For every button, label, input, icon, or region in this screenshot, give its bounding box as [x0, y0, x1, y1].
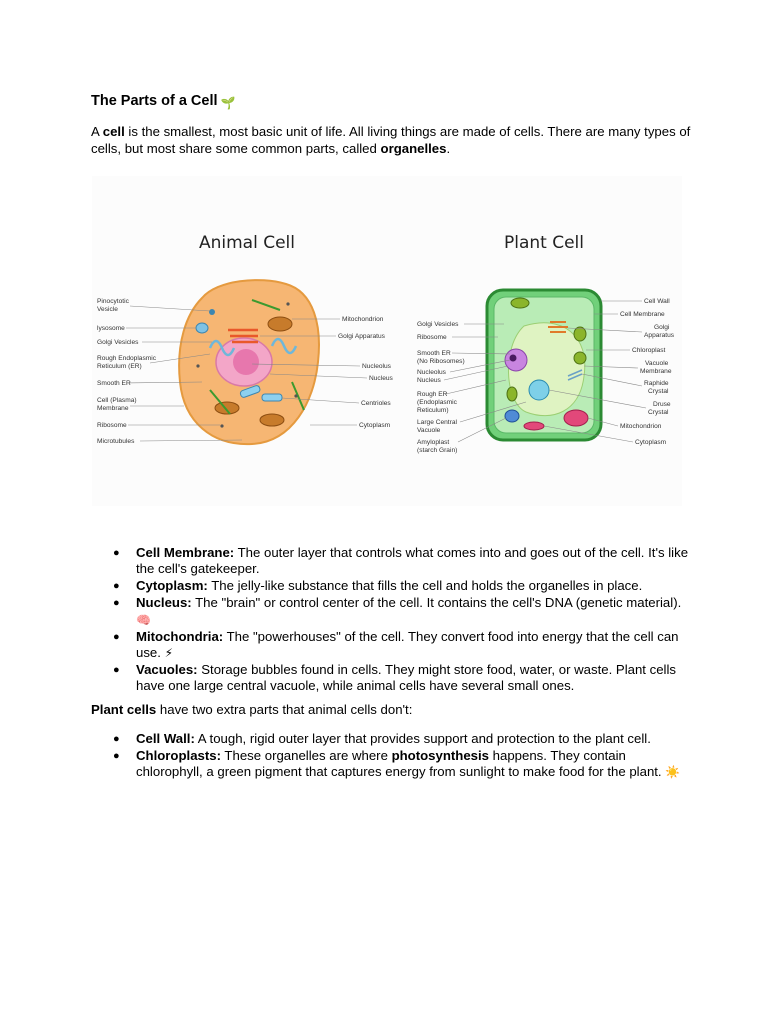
label-chloroplast: Chloroplast — [632, 347, 666, 354]
bullet-icon: ● — [113, 630, 120, 643]
label-rough-er-p: Rough ER — [417, 391, 448, 398]
label-ribosome: Ribosome — [97, 422, 127, 429]
term-cytoplasm: Cytoplasm: — [136, 578, 208, 594]
lightning-icon: ⚡ — [164, 645, 174, 660]
term-nucleus: Nucleus: — [136, 595, 192, 611]
list-item — [91, 545, 691, 578]
bullet-icon: ● — [113, 580, 120, 593]
desc-chloroplasts-2: happens. They contain chlorophyll, a green pigment that captures energy from sunlight to make food for the plant. — [136, 747, 666, 780]
term-cell-wall: Cell Wall: — [136, 731, 195, 746]
list-item — [91, 662, 691, 695]
label-membrane-r: Membrane — [640, 368, 672, 375]
cell-diagram-figure — [92, 176, 682, 506]
label-golgi-apparatus-a: Golgi Apparatus — [338, 333, 385, 340]
label-endoplasmic: (Endoplasmic — [417, 399, 457, 406]
list-item — [91, 629, 691, 662]
label-no-ribosomes: (No Ribosomes) — [417, 358, 465, 365]
sun-icon: ☀️ — [665, 765, 681, 780]
sprout-icon: 🌱 — [220, 96, 236, 110]
label-golgi-p: Golgi — [654, 324, 670, 331]
label-starch-grain: (starch Grain) — [417, 447, 458, 454]
label-raphide-crystal: Crystal — [648, 388, 669, 395]
label-vacuole-p: Vacuole — [417, 427, 441, 434]
page-title — [91, 93, 235, 110]
label-cytoplasm-p: Cytoplasm — [635, 439, 667, 446]
label-druse-crystal: Crystal — [648, 409, 669, 416]
bullet-icon: ● — [113, 597, 120, 610]
label-ribosome-p: Ribosome — [417, 334, 447, 341]
desc-cell-wall: A tough, rigid outer layer that provides support and protection to the plant cell. — [194, 731, 651, 746]
brain-icon: 🧠 — [136, 612, 151, 627]
label-apparatus-p: Apparatus — [644, 332, 675, 339]
list-item — [91, 595, 691, 628]
label-golgi-vesicles-p: Golgi Vesicles — [417, 321, 459, 328]
cell-diagram-svg — [92, 176, 682, 506]
label-nucleus-a: Nucleus — [369, 375, 393, 382]
term-mitochondria: Mitochondria: — [136, 628, 224, 644]
label-cytoplasm-a: Cytoplasm — [359, 422, 391, 429]
plant-cells-bold: Plant cells — [91, 702, 157, 717]
label-reticulum: Reticulum) — [417, 407, 449, 414]
label-nucleus-p: Nucleus — [417, 377, 441, 384]
animal-cell-title: Animal Cell — [198, 233, 296, 253]
label-microtubules: Microtubules — [97, 438, 135, 445]
organelles-list — [91, 545, 691, 695]
plant-cell-illustration — [487, 290, 601, 440]
plant-cell-title: Plant Cell — [503, 233, 585, 253]
desc-cell-membrane: The outer layer that controls what comes into and goes out of the cell. It's like the cell's gatekeeper. — [136, 545, 689, 577]
intro-bold-cell: cell — [102, 124, 125, 139]
label-vesicle: Vesicle — [97, 306, 118, 313]
desc-chloroplasts-1: These organelles are where — [221, 747, 392, 763]
label-smooth-er-p: Smooth ER — [417, 350, 451, 357]
label-druse: Druse — [653, 401, 671, 408]
list-item — [91, 578, 691, 594]
label-large-central: Large Central — [417, 419, 457, 426]
bold-photosynthesis: photosynthesis — [391, 747, 490, 763]
label-raphide: Raphide — [644, 380, 669, 387]
label-cell-membrane-p: Cell Membrane — [620, 311, 665, 318]
label-vacuole-r: Vacuole — [645, 360, 669, 367]
label-cell-wall: Cell Wall — [644, 298, 670, 305]
intro-paragraph — [91, 124, 691, 157]
label-membrane: Membrane — [97, 405, 129, 412]
label-mitochondrion-a: Mitochondrion — [342, 316, 384, 323]
term-chloroplasts: Chloroplasts: — [136, 747, 221, 763]
label-amyloplast: Amyloplast — [417, 439, 450, 446]
bullet-icon: ● — [113, 547, 120, 559]
desc-cytoplasm: The jelly-like substance that fills the cell and holds the organelles in place. — [207, 578, 643, 594]
desc-mitochondria: The "powerhouses" of the cell. They convert food into energy that the cell can use. — [136, 628, 679, 660]
label-lysosome: lysosome — [97, 325, 125, 332]
label-nucleolus-a: Nucleolus — [362, 363, 391, 370]
plant-cells-text: have two extra parts that animal cells don't: — [156, 702, 413, 717]
label-nucleolus-p: Nucleolus — [417, 369, 446, 376]
term-vacuoles: Vacuoles: — [136, 661, 198, 677]
desc-vacuoles: Storage bubbles found in cells. They might store food, water, or waste. Plant cells have one large central vacuole, while animal cells have several small ones. — [136, 661, 677, 694]
label-smooth-er: Smooth ER — [97, 380, 131, 387]
desc-nucleus: The "brain" or control center of the cell. It contains the cell's DNA (genetic material). — [191, 595, 682, 611]
term-cell-membrane: Cell Membrane: — [136, 545, 235, 560]
intro-text-1: A — [91, 124, 103, 139]
bullet-icon: ● — [113, 733, 120, 745]
label-cell-plasma: Cell (Plasma) — [97, 397, 137, 404]
list-item — [91, 748, 691, 781]
label-pinocytotic: Pinocytotic — [97, 298, 129, 305]
label-rough-er: Rough Endoplasmic — [97, 355, 157, 362]
plant-parts-list — [91, 731, 691, 781]
title-text: The Parts of a Cell — [91, 93, 218, 109]
animal-cell-illustration — [179, 280, 319, 444]
label-mitochondrion-p: Mitochondrion — [620, 423, 662, 430]
label-golgi-vesicles: Golgi Vesicles — [97, 339, 139, 346]
intro-text-3: . — [446, 140, 451, 156]
list-item — [91, 731, 691, 747]
bullet-icon: ● — [113, 749, 120, 762]
intro-text-2: is the smallest, most basic unit of life. All living things are made of cells. There are many types of cells, but most share some common parts, called — [91, 124, 691, 156]
intro-bold-organelles: organelles — [380, 140, 447, 156]
plant-cells-paragraph — [91, 702, 412, 717]
bullet-icon: ● — [113, 663, 120, 676]
label-rough-er-2: Reticulum (ER) — [97, 363, 142, 370]
label-centrioles: Centrioles — [361, 400, 391, 407]
